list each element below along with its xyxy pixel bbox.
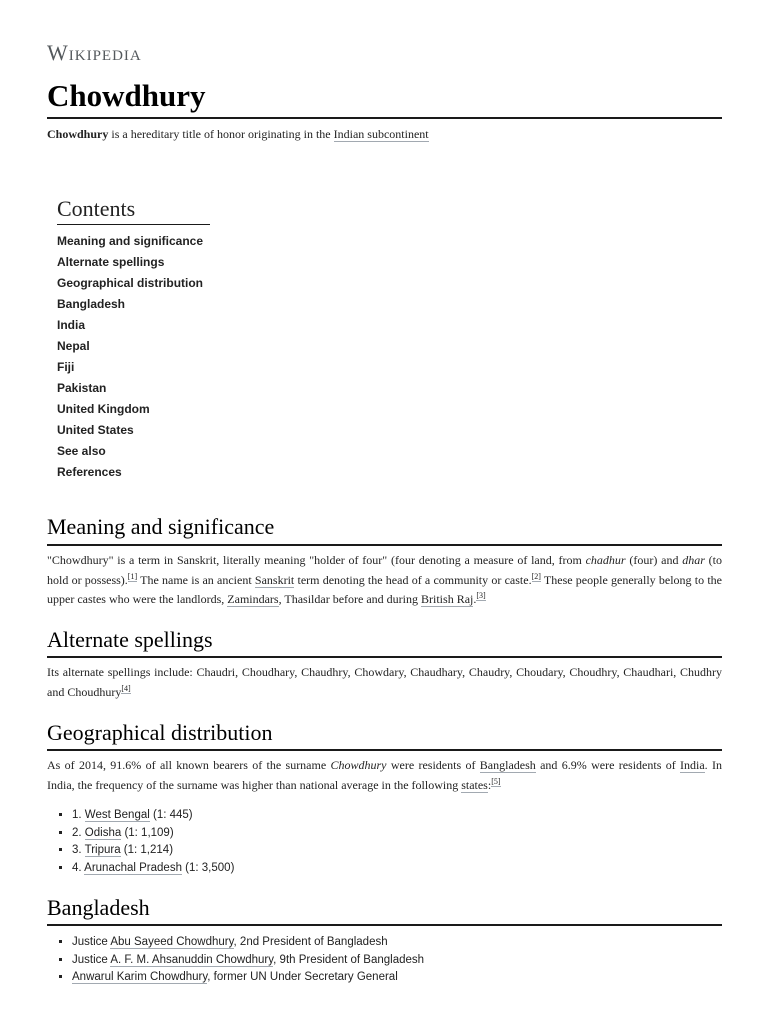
toc-item-united-kingdom[interactable]: United Kingdom xyxy=(57,402,150,416)
person-prefix: Justice xyxy=(72,953,111,966)
abu-sayeed-chowdhury-link[interactable]: Abu Sayeed Chowdhury xyxy=(110,936,234,948)
india-link[interactable]: India xyxy=(680,758,705,772)
toc-item-references[interactable]: References xyxy=(57,465,122,479)
list-item xyxy=(72,842,722,860)
geo-text-2: were residents of xyxy=(386,758,480,772)
arunachal-pradesh-link[interactable]: Arunachal Pradesh xyxy=(84,861,182,874)
toc-item-pakistan[interactable]: Pakistan xyxy=(57,381,107,395)
heading-bangladesh-divider xyxy=(47,924,722,926)
toc-item-geographical-distribution[interactable]: Geographical distribution xyxy=(57,276,204,290)
indian-subcontinent-link[interactable]: Indian subcontinent xyxy=(333,127,429,141)
toc-title: Contents xyxy=(57,196,136,221)
heading-meaning-divider xyxy=(47,544,722,546)
toc-item-nepal[interactable]: Nepal xyxy=(57,339,90,353)
meaning-text-2: (four) and xyxy=(625,553,683,567)
state-frequency: (1: 1,214) xyxy=(123,844,174,856)
reference-3-link[interactable]: [3] xyxy=(476,591,486,600)
bangladesh-people-list xyxy=(55,934,722,987)
lead-text: is a hereditary title of honor originating in the xyxy=(108,127,334,141)
state-frequency: (1: 3,500) xyxy=(185,861,235,874)
toc-divider xyxy=(57,224,210,225)
heading-geographical-distribution: Geographical distribution xyxy=(47,720,273,745)
person-description: , 9th President of Bangladesh xyxy=(273,953,425,966)
state-frequency: (1: 1,109) xyxy=(124,826,174,839)
list-item xyxy=(72,807,722,825)
meaning-text-3: (to hold or possess). xyxy=(47,553,723,587)
alternate-paragraph xyxy=(47,663,722,702)
geo-text-4: . In India, the frequency of the surname was higher than national average in the following xyxy=(47,758,722,792)
geo-surname: Chowdhury xyxy=(330,758,387,772)
tripura-link[interactable]: Tripura xyxy=(84,844,121,856)
heading-alternate-spellings: Alternate spellings xyxy=(47,627,213,652)
odisha-link[interactable]: Odisha xyxy=(84,826,122,839)
reference-4-link[interactable]: [4] xyxy=(121,683,131,693)
person-prefix: Justice xyxy=(72,936,111,948)
list-item xyxy=(72,934,722,952)
meaning-text-8: . xyxy=(473,592,477,606)
states-list xyxy=(55,807,722,877)
meaning-text-1: "Chowdhury" is a term in Sanskrit, literally meaning "holder of four" (four denoting a measure of land, from xyxy=(47,553,586,567)
british-raj-link[interactable]: British Raj xyxy=(421,592,474,606)
list-item xyxy=(72,969,722,987)
geo-paragraph xyxy=(47,756,722,795)
geo-text-5: : xyxy=(487,777,492,792)
reference-1-link[interactable]: [1] xyxy=(127,571,138,581)
alternate-text: Its alternate spellings include: Chaudri, Choudhary, Chaudhry, Chowdary, Chaudhary, Chaudry, Choudary, Choudhry, Chaudhari, Chudhry and Choudhury xyxy=(47,665,722,699)
state-rank: 2. xyxy=(72,826,82,839)
toc-item-bangladesh[interactable]: Bangladesh xyxy=(57,297,126,311)
state-rank: 1. xyxy=(72,809,82,821)
person-description: , former UN Under Secretary General xyxy=(207,971,398,983)
table-of-contents xyxy=(57,196,307,483)
toc-item-fiji[interactable]: Fiji xyxy=(57,360,75,374)
meaning-text-5: term denoting the head of a community or caste. xyxy=(294,572,532,587)
person-description: , 2nd President of Bangladesh xyxy=(233,936,388,948)
toc-item-united-states[interactable]: United States xyxy=(57,423,134,437)
zamindars-link[interactable]: Zamindars xyxy=(227,592,279,606)
heading-bangladesh: Bangladesh xyxy=(47,895,150,920)
geo-text-3: and 6.9% were residents of xyxy=(535,758,681,772)
meaning-paragraph xyxy=(47,551,722,610)
chadhur-term: chadhur xyxy=(585,553,626,567)
dhar-term: dhar xyxy=(682,553,705,567)
toc-item-india[interactable]: India xyxy=(57,318,86,332)
page-title: Chowdhury xyxy=(47,78,206,113)
title-divider xyxy=(47,117,722,119)
heading-meaning: Meaning and significance xyxy=(47,514,275,539)
meaning-text-4: The name is an ancient xyxy=(137,572,255,587)
state-rank: 4. xyxy=(72,861,82,874)
anwarul-karim-chowdhury-link[interactable]: Anwarul Karim Chowdhury xyxy=(72,971,208,983)
toc-item-see-also[interactable]: See also xyxy=(57,444,106,458)
reference-5-link[interactable]: [5] xyxy=(491,776,501,786)
states-link[interactable]: states xyxy=(461,777,488,792)
lead-paragraph xyxy=(47,126,722,142)
west-bengal-link[interactable]: West Bengal xyxy=(84,809,150,821)
heading-alternate-divider xyxy=(47,656,722,658)
list-item xyxy=(72,825,722,843)
lead-term: Chowdhury xyxy=(47,127,109,141)
ahsanuddin-chowdhury-link[interactable]: A. F. M. Ahsanuddin Chowdhury xyxy=(110,953,274,966)
geo-text-1: As of 2014, 91.6% of all known bearers of the surname xyxy=(47,758,331,772)
list-item xyxy=(72,860,722,878)
state-frequency: (1: 445) xyxy=(153,809,193,821)
meaning-text-6: These people generally belong to the upper castes who were the landlords, xyxy=(47,572,722,606)
sanskrit-link[interactable]: Sanskrit xyxy=(254,572,295,587)
state-rank: 3. xyxy=(72,844,82,856)
toc-item-meaning[interactable]: Meaning and significance xyxy=(57,234,204,248)
wikipedia-logo[interactable]: Wikipedia xyxy=(47,40,142,65)
reference-2-link[interactable]: [2] xyxy=(531,571,541,581)
toc-item-alternate-spellings[interactable]: Alternate spellings xyxy=(57,255,165,269)
bangladesh-link[interactable]: Bangladesh xyxy=(479,758,536,772)
heading-geo-divider xyxy=(47,749,722,751)
list-item xyxy=(72,952,722,970)
meaning-text-7: , Thasildar before and during xyxy=(278,592,422,606)
